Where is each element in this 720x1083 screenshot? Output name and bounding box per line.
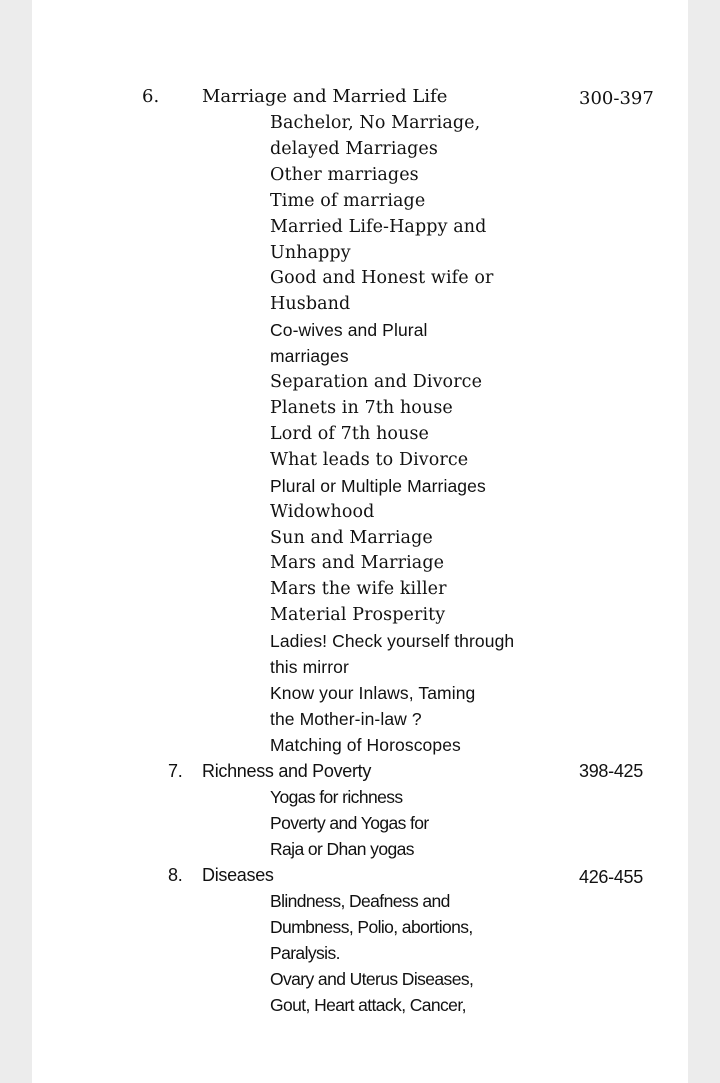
subtopic-list — [270, 111, 514, 759]
subtopic-item: Paralysis. — [270, 942, 340, 963]
subtopic-item: Time of marriage — [270, 190, 426, 211]
subtopic-item: Gout, Heart attack, Cancer, — [270, 994, 466, 1015]
subtopic-item: this mirror — [270, 657, 349, 678]
subtopic-list — [270, 785, 429, 863]
subtopic-item: Planets in 7th house — [270, 397, 453, 418]
subtopic-item: marriages — [270, 346, 349, 367]
section-number: 7. — [168, 761, 183, 781]
subtopic-item: What leads to Divorce — [270, 449, 469, 470]
section-title: Diseases — [202, 865, 274, 885]
section-page-range: 300-397 — [579, 88, 654, 109]
subtopic-item: Good and Honest wife or — [270, 268, 494, 289]
subtopic-item: Mars the wife killer — [270, 579, 447, 600]
subtopic-item: Other marriages — [270, 164, 419, 185]
subtopic-item: Widowhood — [270, 501, 375, 522]
section-title: Richness and Poverty — [202, 761, 372, 781]
subtopic-item: Blindness, Deafness and — [270, 891, 450, 911]
subtopic-item: Ovary and Uterus Diseases, — [270, 968, 474, 989]
subtopic-item: Ladies! Check yourself through — [270, 631, 515, 652]
subtopic-item: Unhappy — [270, 242, 351, 263]
subtopic-item: Co-wives and Plural — [270, 320, 428, 341]
subtopic-item: Dumbness, Polio, abortions, — [270, 916, 473, 937]
subtopic-item: Plural or Multiple Marriages — [270, 475, 486, 496]
subtopic-item: Yogas for richness — [270, 787, 403, 807]
subtopic-item: Matching of Horoscopes — [270, 734, 461, 755]
section-page-range: 426-455 — [579, 867, 643, 887]
subtopic-item: Married Life-Happy and — [270, 216, 487, 237]
subtopic-item: Mars and Marriage — [270, 553, 445, 574]
subtopic-item: Know your Inlaws, Taming — [270, 682, 476, 703]
subtopic-item: Material Prosperity — [270, 605, 446, 626]
subtopic-item: Sun and Marriage — [270, 527, 433, 548]
subtopic-item: Separation and Divorce — [270, 372, 483, 393]
section-page-range: 398-425 — [579, 761, 643, 781]
section-number: 6. — [142, 86, 160, 107]
section-title: Marriage and Married Life — [202, 86, 448, 107]
subtopic-item: delayed Marriages — [270, 138, 438, 159]
document-page — [32, 0, 688, 1083]
subtopic-item: Husband — [270, 294, 351, 315]
subtopic-item: Bachelor, No Marriage, — [270, 113, 481, 133]
subtopic-item: Raja or Dhan yogas — [270, 838, 414, 859]
section-number: 8. — [168, 865, 183, 885]
subtopic-list — [270, 889, 473, 1019]
subtopic-item: Poverty and Yogas for — [270, 812, 429, 833]
subtopic-item: Lord of 7th house — [270, 423, 429, 444]
subtopic-item: the Mother-in-law ? — [270, 708, 422, 729]
